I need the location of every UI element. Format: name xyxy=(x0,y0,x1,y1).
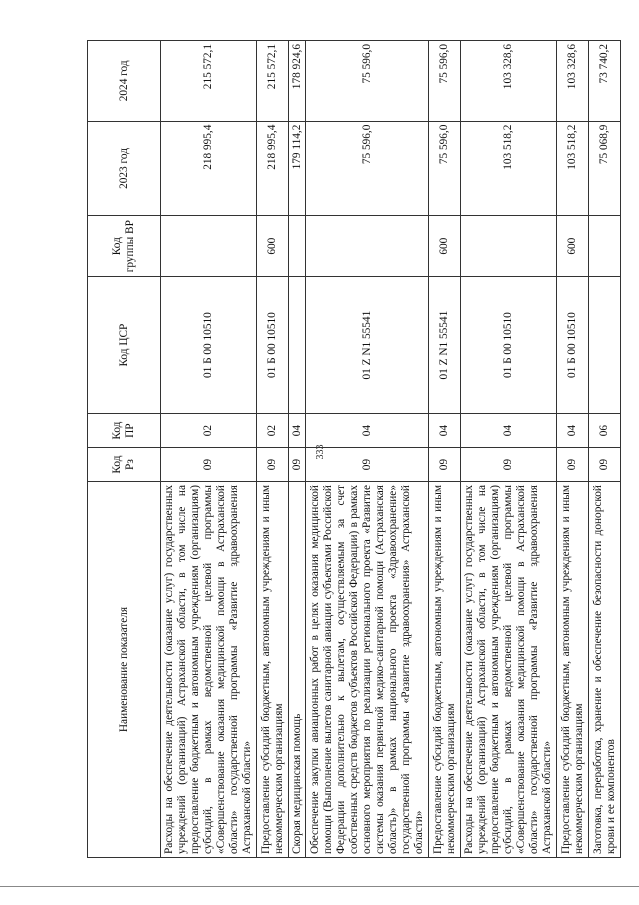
header-rz: Код Рз xyxy=(88,448,161,482)
table-header-row xyxy=(88,41,161,858)
row-pr: 06 xyxy=(589,414,621,448)
scan-edge-divider xyxy=(0,886,639,887)
row-2024: 73 740,2 xyxy=(589,41,621,122)
row-2023: 75 596,0 xyxy=(306,121,429,216)
row-rz: 09 xyxy=(461,448,557,482)
row-2024: 103 328,6 xyxy=(461,41,557,122)
row-rz: 09 xyxy=(557,448,589,482)
table-row xyxy=(429,41,461,858)
row-rz: 09 xyxy=(289,448,306,482)
row-vr xyxy=(289,216,306,277)
row-vr xyxy=(161,216,257,277)
row-csr: 01 Z N1 55541 xyxy=(429,277,461,414)
budget-table xyxy=(87,40,621,858)
rotated-table-container xyxy=(87,40,617,858)
row-pr: 04 xyxy=(461,414,557,448)
header-pr: Код ПР xyxy=(88,414,161,448)
table-row xyxy=(557,41,589,858)
row-rz: 09 xyxy=(306,448,429,482)
row-2024: 75 596,0 xyxy=(306,41,429,122)
row-vr xyxy=(461,216,557,277)
row-csr xyxy=(289,277,306,414)
row-2023: 218 995,4 xyxy=(257,121,289,216)
row-vr xyxy=(589,216,621,277)
row-2023: 218 995,4 xyxy=(161,121,257,216)
row-vr xyxy=(306,216,429,277)
row-pr: 02 xyxy=(161,414,257,448)
table-row xyxy=(306,41,429,858)
header-2023: 2023 год xyxy=(88,121,161,216)
row-name: Расходы на обеспечение деятельности (оказание услуг) государственных учреждений (организаций) Астраханской области, в том числе на предоставление бюджетным и автономным учреждениям (организациям) субсидий, в рамках ведомственной целевой программы «Совершенствование оказания медицинской помощи в Астраханской области» государственной программы «Развитие здравоохранения Астраханской области» xyxy=(461,482,557,858)
header-vr: Код группы ВР xyxy=(88,216,161,277)
row-csr: 01 Б 00 10510 xyxy=(161,277,257,414)
row-csr: 01 Б 00 10510 xyxy=(257,277,289,414)
row-csr: 01 Б 00 10510 xyxy=(461,277,557,414)
row-pr: 04 xyxy=(289,414,306,448)
row-rz: 09 xyxy=(161,448,257,482)
row-2024: 103 328,6 xyxy=(557,41,589,122)
header-name: Наименование показателя xyxy=(88,482,161,858)
row-name: Обеспечение закупки авиационных работ в целях оказания медицинской помощи (Выполнение вылетов санитарной авиации субъектами Российской Федерации дополнительно к вылетам, осуществляемым за счет собственных средств бюджетов субъектов Российской Федерации) в рамках основного мероприятия по реализации регионального проекта «Развитие системы оказания первичной медико-санитарной помощи (Астраханская область)» в рамках национального проекта «Здравоохранение» государственной программы «Развитие здравоохранения» Астраханской области» xyxy=(306,482,429,858)
header-2024: 2024 год xyxy=(88,41,161,122)
row-pr: 04 xyxy=(557,414,589,448)
row-rz: 09 xyxy=(589,448,621,482)
row-rz: 09 xyxy=(257,448,289,482)
row-vr: 600 xyxy=(557,216,589,277)
row-name: Скорая медицинская помощь xyxy=(289,482,306,858)
header-csr: Код ЦСР xyxy=(88,277,161,414)
row-2023: 75 068,9 xyxy=(589,121,621,216)
row-pr: 04 xyxy=(429,414,461,448)
table-row xyxy=(161,41,257,858)
row-2023: 75 596,0 xyxy=(429,121,461,216)
row-csr: 01 Z N1 55541 xyxy=(306,277,429,414)
row-name: Заготовка, переработка, хранение и обеспечение безопасности донорской крови и ее компонентов xyxy=(589,482,621,858)
row-rz: 09 xyxy=(429,448,461,482)
row-2023: 103 518,2 xyxy=(557,121,589,216)
page-number: 333 xyxy=(315,444,326,460)
row-vr: 600 xyxy=(429,216,461,277)
table-row xyxy=(289,41,306,858)
row-2024: 178 924,6 xyxy=(289,41,306,122)
row-2023: 103 518,2 xyxy=(461,121,557,216)
table-row xyxy=(589,41,621,858)
row-name: Предоставление субсидий бюджетным, автономным учреждениям и иным некоммерческим организациям xyxy=(429,482,461,858)
row-name: Расходы на обеспечение деятельности (оказание услуг) государственных учреждений (организаций) Астраханской области, в том числе на предоставление бюджетным и автономным учреждениям (организациям) субсидий, в рамках ведомственной целевой программы «Совершенствование оказания медицинской помощи в Астраханской области» государственной программы «Развитие здравоохранения Астраханской области» xyxy=(161,482,257,858)
row-csr xyxy=(589,277,621,414)
row-2024: 215 572,1 xyxy=(257,41,289,122)
row-csr: 01 Б 00 10510 xyxy=(557,277,589,414)
table-row xyxy=(461,41,557,858)
row-name: Предоставление субсидий бюджетным, автономным учреждениям и иным некоммерческим организациям xyxy=(257,482,289,858)
row-2023: 179 114,2 xyxy=(289,121,306,216)
row-pr: 04 xyxy=(306,414,429,448)
row-2024: 215 572,1 xyxy=(161,41,257,122)
row-name: Предоставление субсидий бюджетным, автономным учреждениям и иным некоммерческим организациям xyxy=(557,482,589,858)
row-2024: 75 596,0 xyxy=(429,41,461,122)
table-row xyxy=(257,41,289,858)
row-vr: 600 xyxy=(257,216,289,277)
row-pr: 02 xyxy=(257,414,289,448)
